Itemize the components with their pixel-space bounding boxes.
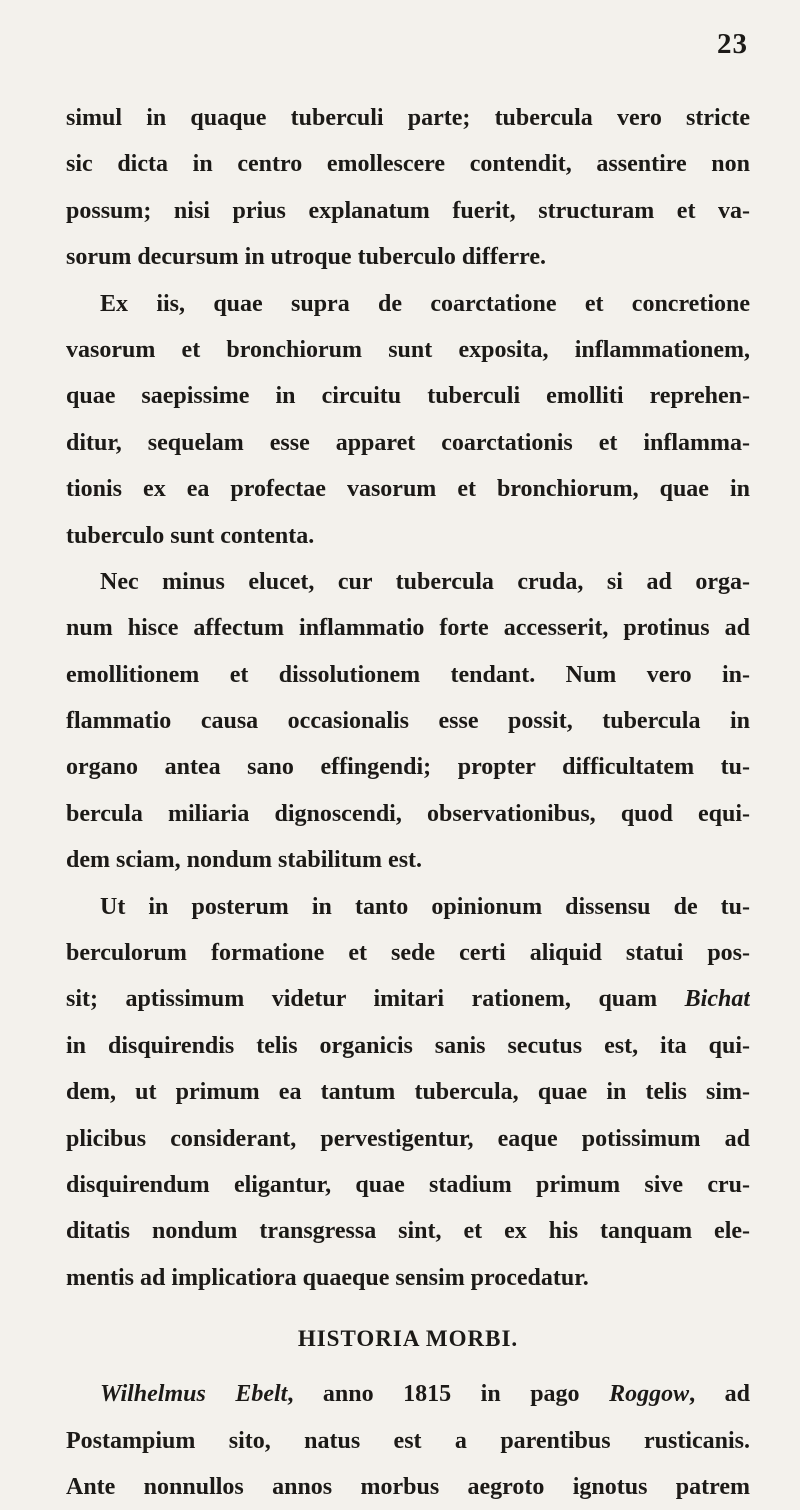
text-line <box>66 976 750 1022</box>
text-line: bercula miliaria dignoscendi, observationibus, quod equi- <box>66 800 750 827</box>
text-line: Ante nonnullos annos morbus aegroto ignotus patrem <box>66 1473 750 1500</box>
author-name-bichat: Bichat <box>684 986 750 1013</box>
text-line: dem, ut primum ea tantum tubercula, quae in telis sim- <box>66 1079 750 1106</box>
text-line: tionis ex ea profectae vasorum et bronchiorum, quae in <box>66 476 750 503</box>
text-line: in disquirendis telis organicis sanis secutus est, ita qui- <box>66 1032 750 1059</box>
text-line: quae saepissime in circuitu tuberculi emolliti reprehen- <box>66 383 750 410</box>
text-line: mentis ad implicatiora quaeque sensim procedatur. <box>66 1264 589 1291</box>
line-segment: sit; aptissimum videtur imitari rationem, quam <box>66 986 685 1013</box>
line-segment: , ad <box>689 1381 750 1408</box>
text-line: organo antea sano effingendi; propter difficultatem tu- <box>66 754 750 781</box>
line-segment: , anno 1815 in pago <box>287 1381 610 1408</box>
text-line: disquirendum eligantur, quae stadium primum sive cru- <box>66 1171 750 1198</box>
text-line: sic dicta in centro emollescere contendit, assentire non <box>66 151 750 178</box>
text-line: emollitionem et dissolutionem tendant. Num vero in- <box>66 661 750 688</box>
text-line: possum; nisi prius explanatum fuerit, structuram et va- <box>66 197 750 224</box>
section-heading: HISTORIA MORBI. <box>297 1326 519 1352</box>
village-name: Roggow <box>609 1381 690 1408</box>
text-line: simul in quaque tuberculi parte; tubercula vero stricte <box>66 105 750 131</box>
text-line: Nec minus elucet, cur tubercula cruda, si ad orga- <box>100 568 750 595</box>
text-line: berculorum formatione et sede certi aliquid statui pos- <box>66 940 750 967</box>
text-line: vasorum et bronchiorum sunt exposita, inflammationem, <box>66 336 750 363</box>
text-line: Ex iis, quae supra de coarctatione et concretione <box>100 290 750 317</box>
text-line: ditur, sequelam esse apparet coarctationis et inflamma- <box>66 429 750 456</box>
text-line <box>66 1371 750 1417</box>
text-line: flammatio causa occasionalis esse possit, tubercula in <box>66 708 750 735</box>
patient-name: Wilhelmus Ebelt <box>100 1381 288 1408</box>
text-line: dem sciam, nondum stabilitum est. <box>66 847 423 874</box>
text-line: tuberculo sunt contenta. <box>66 522 315 549</box>
body-text <box>66 95 750 1510</box>
text-line: ditatis nondum transgressa sint, et ex his tanquam ele- <box>66 1218 750 1245</box>
text-line: Ut in posterum in tanto opinionum dissensu de tu- <box>100 893 750 920</box>
text-line: Postampium sito, natus est a parentibus rusticanis. <box>66 1427 750 1454</box>
text-line: num hisce affectum inflammatio forte accesserit, protinus ad <box>66 615 750 642</box>
page-number: 23 <box>717 28 748 60</box>
text-line: plicibus considerant, pervestigentur, eaque potissimum ad <box>66 1125 750 1152</box>
text-line: sorum decursum in utroque tuberculo differre. <box>66 244 546 271</box>
